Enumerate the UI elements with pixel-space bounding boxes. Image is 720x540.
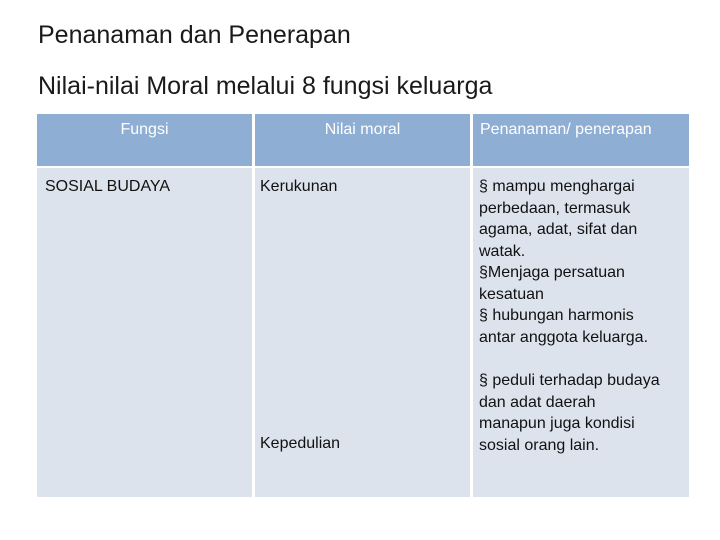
cell-implementation-kerukunan bbox=[479, 176, 683, 348]
implementation-line: § peduli terhadap budaya bbox=[479, 372, 660, 389]
implementation-line: manapun juga kondisi bbox=[479, 415, 635, 432]
moral-values-table bbox=[37, 114, 689, 497]
cell-function: SOSIAL BUDAYA bbox=[45, 178, 171, 195]
implementation-line: antar anggota keluarga. bbox=[479, 328, 649, 346]
implementation-line: dan adat daerah bbox=[479, 393, 596, 411]
header-fungsi: Fungsi bbox=[37, 114, 252, 166]
column-divider bbox=[470, 114, 473, 497]
cell-value-kerukunan: Kerukunan bbox=[260, 178, 338, 195]
cell-implementation-kepedulian bbox=[479, 370, 689, 456]
header-penanaman: Penanaman/ penerapan bbox=[473, 114, 689, 166]
header-divider bbox=[37, 166, 689, 168]
implementation-line: § hubungan harmonis bbox=[479, 307, 634, 324]
implementation-line: perbedaan, termasuk bbox=[479, 199, 631, 217]
implementation-line: kesatuan bbox=[479, 285, 544, 303]
column-divider bbox=[252, 114, 255, 497]
slide-title-line-2: Nilai-nilai Moral melalui 8 fungsi keluarga bbox=[38, 72, 493, 100]
implementation-line: § mampu menghargai bbox=[479, 178, 635, 195]
implementation-line: agama, adat, sifat dan bbox=[479, 221, 638, 238]
implementation-line: §Menjaga persatuan bbox=[479, 264, 625, 281]
slide-title-line-1: Penanaman dan Penerapan bbox=[38, 21, 351, 49]
implementation-line: watak. bbox=[479, 242, 526, 260]
cell-value-kepedulian: Kepedulian bbox=[260, 435, 341, 452]
implementation-line: sosial orang lain. bbox=[479, 436, 600, 454]
header-nilai-moral: Nilai moral bbox=[255, 114, 470, 166]
